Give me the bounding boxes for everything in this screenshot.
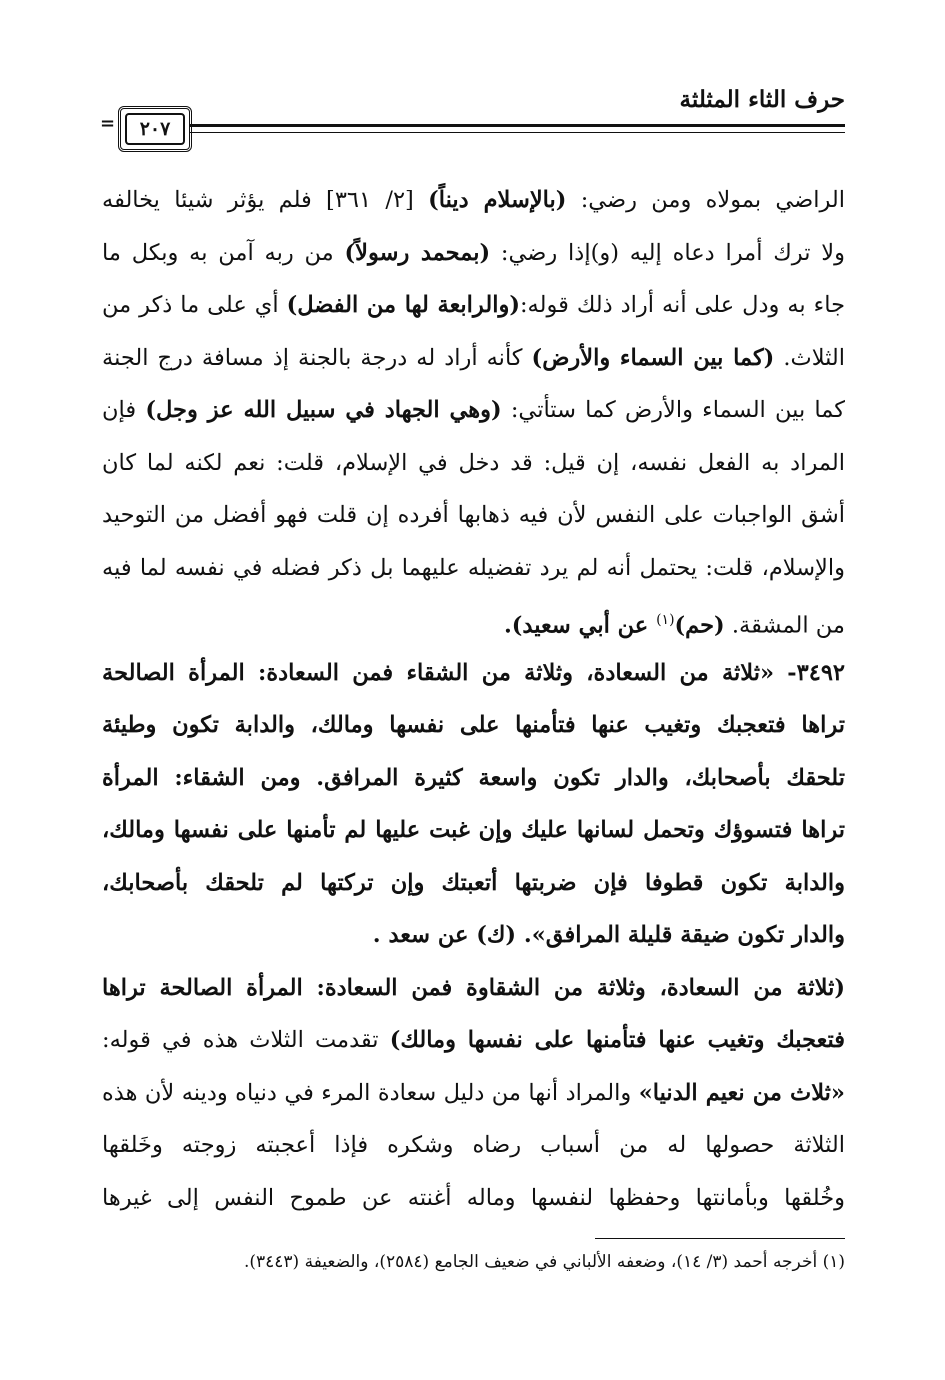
- text-line: [102, 699, 845, 752]
- text-segment: (بالإسلام ديناً): [428, 187, 567, 213]
- header-rule-thick: [190, 124, 845, 127]
- text-line: [102, 437, 845, 490]
- text-line: [102, 542, 845, 595]
- text-segment: عن أبي سعيد).: [503, 612, 657, 639]
- text-segment: (بمحمد رسولاً): [344, 239, 491, 266]
- text-segment: الثلاثة حصولها له من أسباب رضاه وشكره فإذا أعجبته زوجته وخَلقها: [102, 1132, 845, 1158]
- text-segment: وخُلقها وبأمانتها وحفظها لنفسها وماله أغنته عن طموح النفس إلى غيرها: [102, 1184, 845, 1211]
- text-segment: تراها فتعجبك وتغيب عنها فتأمنها على نفسها ومالك، والدابة تكون وطيئة: [102, 712, 845, 738]
- text-line: [102, 857, 845, 910]
- text-line: [102, 1067, 845, 1120]
- text-segment: من ربه آمن به وبكل ما: [102, 239, 345, 266]
- body-text: [102, 174, 845, 1224]
- text-segment: والمراد أنها من دليل سعادة المرء في دنياه ودينه لأن هذه: [102, 1079, 639, 1106]
- text-segment: جاء به ودل على أنه أراد ذلك قوله:: [519, 292, 845, 318]
- text-segment: (حم): [674, 612, 725, 639]
- text-line: [102, 804, 845, 857]
- text-segment: (والرابعة لها من الفضل): [286, 292, 520, 318]
- text-segment: «ثلاث من نعيم الدنيا»: [638, 1079, 845, 1106]
- text-segment: المراد به الفعل نفسه، إن قيل: قد دخل في الإسلام، قلت: نعم لكنه لما كان: [102, 449, 845, 476]
- text-line: [102, 647, 845, 700]
- text-segment: ولا ترك أمرا دعاه إليه (و)إذا رضي:: [490, 239, 845, 266]
- text-segment: تقدمت الثلاث هذه في قوله:: [102, 1027, 390, 1053]
- text-line: [102, 752, 845, 805]
- text-segment: ٣٤٩٢- «ثلاثة من السعادة، وثلاثة من الشقاء فمن السعادة: المرأة الصالحة: [102, 659, 845, 686]
- text-segment: والدابة تكون قطوفا فإن ضربتها أتعبتك وإن تركتها لم تلحقك بأصحابك،: [102, 869, 845, 896]
- page-number: ٢٠٧: [125, 113, 185, 145]
- text-segment: (ثلاثة من السعادة، وثلاثة من الشقاوة فمن السعادة: المرأة الصالحة تراها: [102, 974, 845, 1001]
- page-number-frame: [118, 106, 192, 152]
- running-header-title: حرف الثاء المثلثة: [679, 86, 845, 113]
- text-segment: (ك) عن سعد .: [372, 922, 517, 948]
- text-line: [102, 279, 845, 332]
- text-segment: من المشقة.: [724, 612, 845, 639]
- text-line: [102, 174, 845, 227]
- text-line: [102, 489, 845, 542]
- text-segment: فإن: [102, 397, 146, 423]
- text-segment: (كما بين السماء والأرض): [531, 344, 775, 371]
- text-segment: أشق الواجبات على النفس لأن فيه ذهابها أفرده إن قلت فهو أفضل من التوحيد: [102, 502, 845, 528]
- footnote-rule: [595, 1238, 845, 1239]
- text-segment: كما بين السماء والأرض كما ستأتي:: [501, 397, 845, 423]
- text-line: [102, 1014, 845, 1067]
- text-segment: الثلاث.: [774, 344, 845, 371]
- text-segment: والإسلام، قلت: يحتمل أنه لم يرد تفضيله عليهما بل ذكر فضله في نفسه لما فيه: [102, 554, 845, 581]
- text-line: [102, 1172, 845, 1225]
- text-segment: تلحقك بأصحابك، والدار تكون واسعة كثيرة المرافق. ومن الشقاء: المرأة: [102, 764, 845, 791]
- header-rule-thin: [190, 132, 845, 133]
- text-segment: فتعجبك وتغيب عنها فتأمنها على نفسها ومالك): [389, 1027, 845, 1053]
- text-line: [102, 227, 845, 280]
- text-segment: الراضي بمولاه ومن رضي:: [566, 187, 845, 213]
- text-line: [102, 594, 845, 647]
- text-segment: كأنه أراد له درجة بالجنة إذ مسافة درج الجنة: [102, 344, 532, 371]
- text-segment: [٢/ ٣٦١] فلم يؤثر شيئا يخالفه: [102, 187, 429, 213]
- footnote-marker: (١): [656, 612, 675, 628]
- text-segment: والدار تكون ضيقة قليلة المرافق».: [516, 922, 845, 948]
- text-line: [102, 1119, 845, 1172]
- text-segment: أي على ما ذكر من: [102, 292, 287, 318]
- text-line: [102, 909, 845, 962]
- text-segment: تراها فتسوؤك وتحمل لسانها عليك وإن غبت عليها لم تأمنها على نفسها ومالك،: [102, 817, 845, 843]
- text-line: [102, 384, 845, 437]
- text-line: [102, 332, 845, 385]
- page-number-mark: =: [100, 113, 116, 134]
- text-segment: (وهي الجهاد في سبيل الله عز وجل): [145, 397, 502, 423]
- footnote: (١) أخرجه أحمد (٣/ ١٤)، وضعفه الألباني في ضعيف الجامع (٢٥٨٤)، والضعيفة (٣٤٤٣).: [243, 1252, 845, 1272]
- text-line: [102, 962, 845, 1015]
